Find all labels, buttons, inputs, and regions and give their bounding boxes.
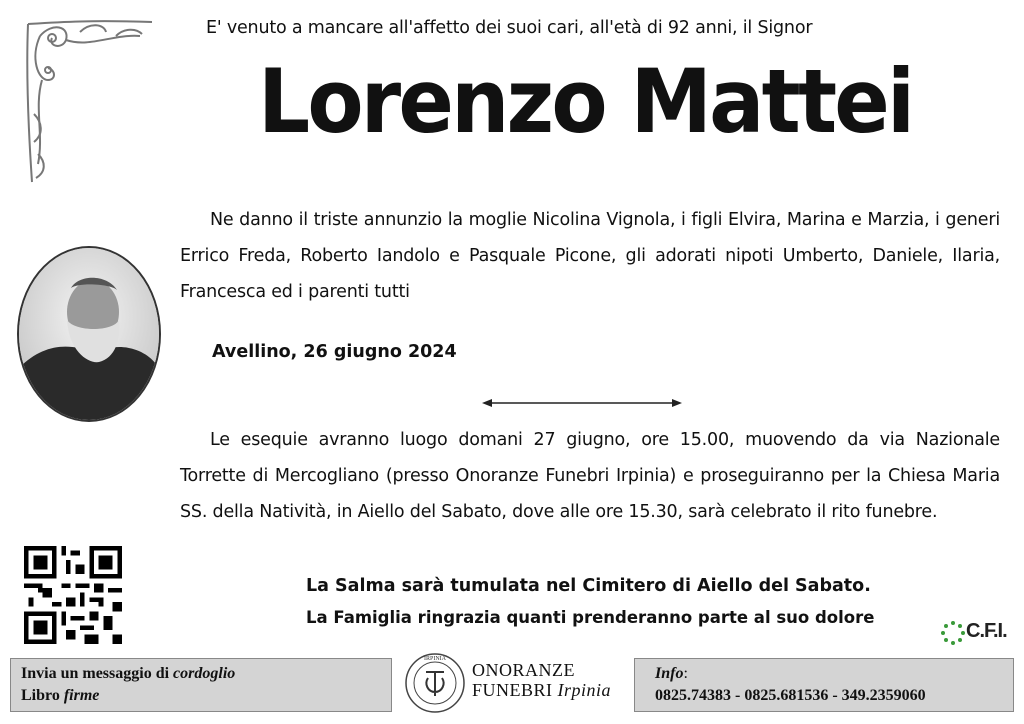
qr-code-icon[interactable] xyxy=(24,546,122,644)
guestbook-link[interactable]: Libro firme xyxy=(21,687,100,704)
announcement-paragraph: Ne danno il triste annunzio la moglie Nicolina Vignola, i figli Elvira, Marina e Marzia, i generi Errico Freda, Roberto Iandolo e Pasquale Picone, gli adorati nipoti Umberto, Daniele, Ilaria, Francesca ed i parenti tutti xyxy=(180,210,1000,302)
funeral-home-logo-icon xyxy=(404,652,466,714)
funeral-paragraph: Le esequie avranno luogo domani 27 giugno, ore 15.00, muovendo da via Nazionale Torrette di Mercogliano (presso Onoranze Funebri Irpinia) e proseguiranno per la Chiesa Maria SS. della Natività, in Aiello del Sabato, dove alle ore 15.30, sarà celebrato il rito funebre. xyxy=(180,430,1000,522)
deceased-photo xyxy=(17,246,161,422)
condolence-box[interactable] xyxy=(10,658,392,712)
condolence-link[interactable]: Invia un messaggio di cordoglio xyxy=(21,665,236,682)
info-label: Info: xyxy=(655,665,688,682)
funeral-home-line1: ONORANZE xyxy=(472,660,575,680)
burial-text: La Salma sarà tumulata nel Cimitero di Aiello del Sabato. xyxy=(306,576,871,596)
intro-text: E' venuto a mancare all'affetto dei suoi cari, all'età di 92 anni, il Signor xyxy=(206,18,813,38)
portrait-image xyxy=(19,248,159,420)
phone-numbers[interactable]: 0825.74383 - 0825.681536 - 349.2359060 xyxy=(655,687,926,704)
place-date: Avellino, 26 giugno 2024 xyxy=(212,342,457,362)
corner-ornament-icon xyxy=(20,14,160,186)
funeral-home-line2: FUNEBRI Irpinia xyxy=(472,680,612,700)
info-box xyxy=(634,658,1014,712)
funeral-home-name xyxy=(472,660,611,700)
logo-ring-text: IRPINIA xyxy=(424,656,446,662)
cfi-logo-icon xyxy=(940,620,966,646)
divider-arrow-icon xyxy=(480,396,684,410)
cfi-logo-text: C.F.I. xyxy=(966,620,1007,642)
thanks-text: La Famiglia ringrazia quanti prenderanno parte al suo dolore xyxy=(306,608,875,627)
deceased-name: Lorenzo Mattei xyxy=(258,50,913,153)
